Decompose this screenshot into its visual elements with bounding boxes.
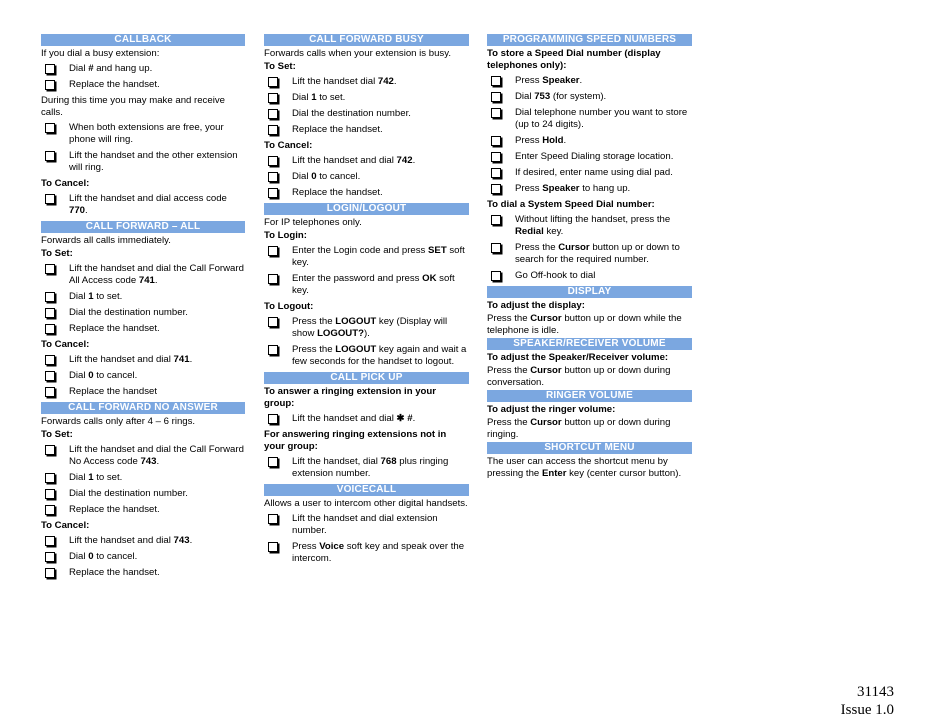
instruction-step: [487, 91, 692, 103]
section-header: CALL PICK UP: [264, 372, 469, 384]
column-middle: [264, 34, 469, 569]
instruction-step: [264, 413, 469, 425]
section-header: PROGRAMMING SPEED NUMBERS: [487, 34, 692, 46]
instruction-step: [487, 151, 692, 163]
instruction-step: [41, 567, 245, 579]
checkbox-icon: [491, 152, 501, 162]
step-text: Lift the handset and the other extension will ring.: [69, 150, 238, 173]
description-text: Press the Cursor button up or down during ringing.: [487, 417, 671, 440]
step-text: Replace the handset.: [292, 187, 383, 198]
instruction-step: [264, 92, 469, 104]
instruction-step: [41, 535, 245, 547]
description-text: Forwards all calls immediately.: [41, 235, 171, 246]
checkbox-icon: [268, 274, 278, 284]
step-text: Dial 0 to cancel.: [292, 171, 361, 182]
instruction-step: [41, 79, 245, 91]
section-header: SPEAKER/RECEIVER VOLUME: [487, 338, 692, 350]
subheading: To Set:: [264, 61, 296, 72]
instruction-step: [264, 456, 469, 480]
instruction-step: [264, 155, 469, 167]
section-header: CALL FORWARD BUSY: [264, 34, 469, 46]
checkbox-icon: [45, 445, 55, 455]
checkbox-icon: [45, 64, 55, 74]
step-text: Dial the destination number.: [69, 307, 188, 318]
step-text: Dial 0 to cancel.: [69, 551, 138, 562]
step-text: Lift the handset and dial the Call Forward All Access code 741.: [69, 263, 244, 286]
step-text: Replace the handset.: [69, 504, 160, 515]
step-text: Lift the handset and dial 741.: [69, 354, 193, 365]
step-text: Dial 1 to set.: [69, 291, 123, 302]
checkbox-icon: [491, 92, 501, 102]
description-text: The user can access the shortcut menu by pressing the Enter key (center cursor button).: [487, 456, 682, 479]
checkbox-icon: [45, 355, 55, 365]
section-call-forward-no-answer: [41, 402, 245, 579]
step-text: Replace the handset.: [69, 79, 160, 90]
step-text: Replace the handset.: [69, 567, 160, 578]
step-text: Enter Speed Dialing storage location.: [515, 151, 674, 162]
checkbox-icon: [268, 188, 278, 198]
step-text: Press Speaker to hang up.: [515, 183, 631, 194]
checkbox-icon: [45, 568, 55, 578]
checkbox-icon: [45, 371, 55, 381]
checkbox-icon: [491, 243, 501, 253]
checkbox-icon: [268, 317, 278, 327]
checkbox-icon: [45, 264, 55, 274]
step-text: Press the Cursor button up or down to search for the required number.: [515, 242, 680, 265]
instruction-step: [41, 263, 245, 287]
checkbox-icon: [45, 536, 55, 546]
section-header: SHORTCUT MENU: [487, 442, 692, 454]
description-text: Press the Cursor button up or down while the telephone is idle.: [487, 313, 682, 336]
instruction-step: [41, 193, 245, 217]
instruction-step: [264, 124, 469, 136]
subheading: To adjust the ringer volume:: [487, 404, 616, 415]
subheading: To Set:: [41, 429, 73, 440]
subheading: To Logout:: [264, 301, 314, 312]
step-text: Enter the password and press OK soft key.: [292, 273, 455, 296]
instruction-step: [264, 513, 469, 537]
checkbox-icon: [45, 194, 55, 204]
step-text: Press Voice soft key and speak over the intercom.: [292, 541, 465, 564]
subheading: To store a Speed Dial number (display telephones only):: [487, 48, 661, 71]
description-text: Forwards calls only after 4 – 6 rings.: [41, 416, 196, 427]
instruction-step: [41, 63, 245, 75]
instruction-step: [264, 344, 469, 368]
step-text: Without lifting the handset, press the Redial key.: [515, 214, 671, 237]
subheading: To Cancel:: [264, 140, 313, 151]
step-text: Lift the handset and dial the Call Forward No Access code 743.: [69, 444, 244, 467]
checkbox-icon: [268, 542, 278, 552]
checkbox-icon: [45, 387, 55, 397]
step-text: Dial 0 to cancel.: [69, 370, 138, 381]
instruction-step: [41, 150, 245, 174]
step-text: Dial 753 (for system).: [515, 91, 607, 102]
step-text: Dial the destination number.: [69, 488, 188, 499]
instruction-step: [41, 444, 245, 468]
section-programming-speed-numbers: [487, 34, 692, 282]
step-text: Press Hold.: [515, 135, 567, 146]
section-header: VOICECALL: [264, 484, 469, 496]
step-text: Lift the handset, dial 768 plus ringing extension number.: [292, 456, 449, 479]
checkbox-icon: [45, 123, 55, 133]
instruction-step: [487, 183, 692, 195]
checkbox-icon: [491, 184, 501, 194]
issue-label: Issue 1.0: [840, 702, 894, 718]
section-call-pick-up: [264, 372, 469, 480]
section-header: CALL FORWARD – ALL: [41, 221, 245, 233]
checkbox-icon: [45, 80, 55, 90]
step-text: Press the LOGOUT key (Display will show LOGOUT?).: [292, 316, 448, 339]
step-text: Dial 1 to set.: [292, 92, 346, 103]
checkbox-icon: [268, 125, 278, 135]
checkbox-icon: [268, 345, 278, 355]
checkbox-icon: [491, 215, 501, 225]
instruction-step: [487, 75, 692, 87]
step-text: Lift the handset and dial access code 770.: [69, 193, 227, 216]
checkbox-icon: [491, 136, 501, 146]
step-text: Replace the handset.: [69, 323, 160, 334]
checkbox-icon: [45, 473, 55, 483]
instruction-step: [264, 171, 469, 183]
instruction-step: [264, 245, 469, 269]
section-header: RINGER VOLUME: [487, 390, 692, 402]
instruction-step: [487, 270, 692, 282]
step-text: Enter the Login code and press SET soft key.: [292, 245, 465, 268]
description-text: If you dial a busy extension:: [41, 48, 160, 59]
column-left: [41, 34, 245, 583]
section-call-forward-busy: [264, 34, 469, 199]
instruction-step: [264, 273, 469, 297]
step-text: If desired, enter name using dial pad.: [515, 167, 673, 178]
step-text: Dial # and hang up.: [69, 63, 153, 74]
checkbox-icon: [45, 324, 55, 334]
checkbox-icon: [268, 457, 278, 467]
description-text: Press the Cursor button up or down during conversation.: [487, 365, 671, 388]
subheading: To answer a ringing extension in your group:: [264, 386, 437, 409]
section-shortcut-menu: [487, 442, 692, 480]
instruction-step: [487, 242, 692, 266]
checkbox-icon: [268, 156, 278, 166]
subheading: To Set:: [41, 248, 73, 259]
checkbox-icon: [491, 76, 501, 86]
description-text: During this time you may make and receive calls.: [41, 95, 225, 118]
step-text: Lift the handset and dial 743.: [69, 535, 193, 546]
instruction-step: [41, 291, 245, 303]
checkbox-icon: [491, 271, 501, 281]
description-text: For IP telephones only.: [264, 217, 362, 228]
checkbox-icon: [268, 514, 278, 524]
instruction-step: [41, 488, 245, 500]
step-text: Go Off-hook to dial: [515, 270, 596, 281]
step-text: Lift the handset and dial extension number.: [292, 513, 438, 536]
instruction-step: [41, 386, 245, 398]
section-call-forward-all: [41, 221, 245, 398]
checkbox-icon: [268, 172, 278, 182]
section-header: DISPLAY: [487, 286, 692, 298]
subheading: To Cancel:: [41, 178, 90, 189]
instruction-step: [41, 354, 245, 366]
description-text: Forwards calls when your extension is busy.: [264, 48, 451, 59]
checkbox-icon: [45, 489, 55, 499]
section-header: CALL FORWARD NO ANSWER: [41, 402, 245, 414]
instruction-step: [487, 167, 692, 179]
instruction-step: [41, 504, 245, 516]
step-text: Press the LOGOUT key again and wait a few seconds for the handset to logout.: [292, 344, 467, 367]
section-header: CALLBACK: [41, 34, 245, 46]
instruction-step: [41, 370, 245, 382]
subheading: To dial a System Speed Dial number:: [487, 199, 655, 210]
instruction-step: [41, 323, 245, 335]
step-text: Lift the handset dial 742.: [292, 76, 397, 87]
step-text: Dial the destination number.: [292, 108, 411, 119]
checkbox-icon: [45, 292, 55, 302]
instruction-step: [487, 214, 692, 238]
step-text: Dial telephone number you want to store (up to 24 digits).: [515, 107, 688, 130]
step-text: Replace the handset.: [292, 124, 383, 135]
checkbox-icon: [268, 77, 278, 87]
instruction-step: [264, 541, 469, 565]
step-text: Replace the handset: [69, 386, 158, 397]
step-text: Press Speaker.: [515, 75, 583, 86]
subheading: To Login:: [264, 230, 307, 241]
section-voicecall: [264, 484, 469, 565]
instruction-step: [41, 551, 245, 563]
checkbox-icon: [268, 109, 278, 119]
step-text: Lift the handset and dial ✱ #.: [292, 413, 416, 424]
instruction-step: [487, 135, 692, 147]
description-text: Allows a user to intercom other digital handsets.: [264, 498, 468, 509]
section-callback: [41, 34, 245, 217]
instruction-step: [264, 187, 469, 199]
checkbox-icon: [45, 552, 55, 562]
section-ringer-volume: [487, 390, 692, 441]
document-number: 31143: [857, 684, 894, 700]
step-text: Dial 1 to set.: [69, 472, 123, 483]
subheading: To adjust the Speaker/Receiver volume:: [487, 352, 669, 363]
section-display: [487, 286, 692, 337]
checkbox-icon: [45, 151, 55, 161]
section-login-logout: [264, 203, 469, 368]
section-speaker-receiver-volume: [487, 338, 692, 389]
instruction-step: [41, 472, 245, 484]
section-header: LOGIN/LOGOUT: [264, 203, 469, 215]
checkbox-icon: [268, 414, 278, 424]
instruction-step: [487, 107, 692, 131]
checkbox-icon: [268, 93, 278, 103]
checkbox-icon: [268, 246, 278, 256]
step-text: When both extensions are free, your phone will ring.: [69, 122, 224, 145]
subheading: For answering ringing extensions not in your group:: [264, 429, 447, 452]
checkbox-icon: [45, 308, 55, 318]
subheading: To adjust the display:: [487, 300, 585, 311]
checkbox-icon: [45, 505, 55, 515]
checkbox-icon: [491, 168, 501, 178]
instruction-step: [264, 316, 469, 340]
instruction-step: [41, 122, 245, 146]
instruction-step: [264, 108, 469, 120]
instruction-step: [264, 76, 469, 88]
subheading: To Cancel:: [41, 339, 90, 350]
column-right: [487, 34, 692, 481]
step-text: Lift the handset and dial 742.: [292, 155, 416, 166]
checkbox-icon: [491, 108, 501, 118]
instruction-step: [41, 307, 245, 319]
subheading: To Cancel:: [41, 520, 90, 531]
